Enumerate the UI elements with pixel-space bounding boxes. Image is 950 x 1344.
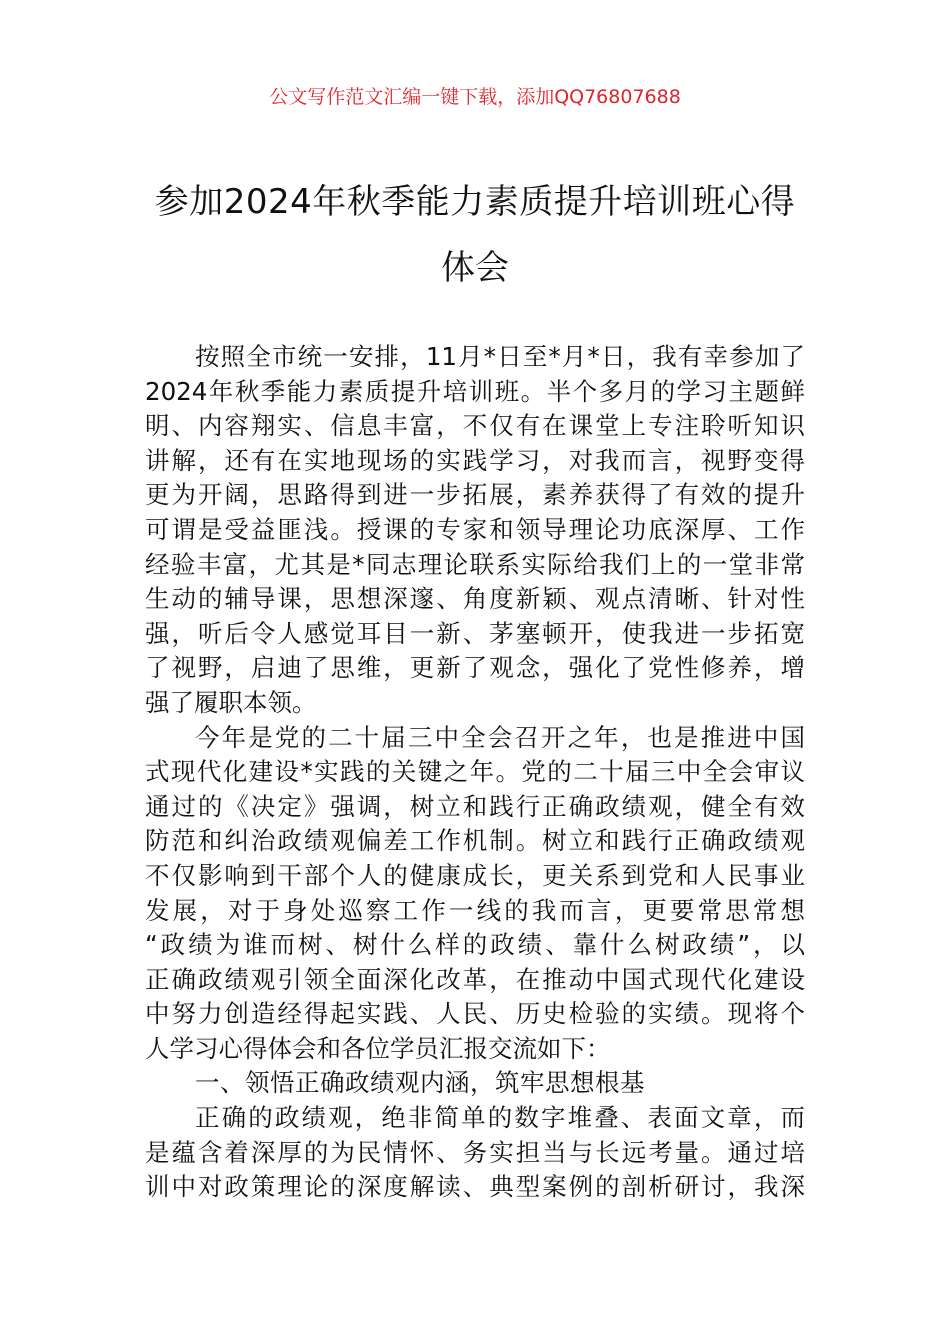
paragraph-line: 通过的《决定》强调，树立和践行正确政绩观，健全有效 — [145, 791, 805, 821]
paragraph-line: 强，听后令人感觉耳目一新、茅塞顿开，使我进一步拓宽 — [145, 618, 805, 648]
paragraph — [145, 1101, 805, 1205]
paragraph-line: 训中对政策理论的深度解读、典型案例的剖析研讨，我深 — [145, 1172, 805, 1202]
paragraph-line: 了视野，启迪了思维，更新了观念，强化了党性修养，增 — [145, 653, 805, 683]
paragraph-line: 更为开阔，思路得到进一步拓展，素养获得了有效的提升 — [145, 480, 805, 510]
document-title-line-1: 参加2024年秋季能力素质提升培训班心得 — [154, 182, 796, 222]
paragraph-line: 生动的辅导课，思想深邃、角度新颖、观点清晰、针对性 — [145, 584, 805, 614]
paragraph-line: 不仅影响到干部个人的健康成长，更关系到党和人民事业 — [145, 860, 805, 890]
paragraph-line: 可谓是受益匪浅。授课的专家和领导理论功底深厚、工作 — [145, 514, 805, 544]
download-promo-link[interactable]: 公文写作范文汇编一键下载，添加QQ76807688 — [269, 86, 681, 108]
paragraph-line: 中努力创造经得起实践、人民、历史检验的实绩。现将个 — [145, 999, 805, 1029]
section-heading-text: 一、领悟正确政绩观内涵，筑牢思想根基 — [195, 1068, 645, 1098]
paragraph — [145, 721, 805, 1067]
paragraph-line: 强了履职本领。 — [145, 687, 317, 717]
section-heading — [145, 1066, 805, 1101]
paragraph-line: 正确的政绩观，绝非简单的数字堆叠、表面文章，而 — [195, 1103, 805, 1133]
paragraph-line: 人学习心得体会和各位学员汇报交流如下： — [145, 1033, 611, 1063]
document-body — [145, 340, 805, 1205]
paragraph-line: 明、内容翔实、信息丰富，不仅有在课堂上专注聆听知识 — [145, 411, 805, 441]
paragraph — [145, 340, 805, 721]
paragraph-line: 发展，对于身处巡察工作一线的我而言，更要常思常想 — [145, 895, 805, 925]
document-title-line-2: 体会 — [441, 248, 509, 288]
paragraph-line: 是蕴含着深厚的为民情怀、务实担当与长远考量。通过培 — [145, 1137, 805, 1167]
paragraph-line: 今年是党的二十届三中全会召开之年，也是推进中国 — [195, 722, 805, 752]
paragraph-line: 讲解，还有在实地现场的实践学习，对我而言，视野变得 — [145, 445, 805, 475]
paragraph-line: “政绩为谁而树、树什么样的政绩、靠什么树政绩”，以 — [145, 930, 805, 960]
paragraph-line: 经验丰富，尤其是*同志理论联系实际给我们上的一堂非常 — [145, 549, 805, 579]
paragraph-line: 防范和纠治政绩观偏差工作机制。树立和践行正确政绩观 — [145, 826, 805, 856]
paragraph-line: 按照全市统一安排，11月*日至*月*日，我有幸参加了 — [195, 342, 805, 371]
paragraph-line: 2024年秋季能力素质提升培训班。半个多月的学习主题鲜 — [145, 376, 805, 406]
paragraph-line: 式现代化建设*实践的关键之年。党的二十届三中全会审议 — [145, 757, 805, 787]
paragraph-line: 正确政绩观引领全面深化改革，在推动中国式现代化建设 — [145, 964, 805, 994]
